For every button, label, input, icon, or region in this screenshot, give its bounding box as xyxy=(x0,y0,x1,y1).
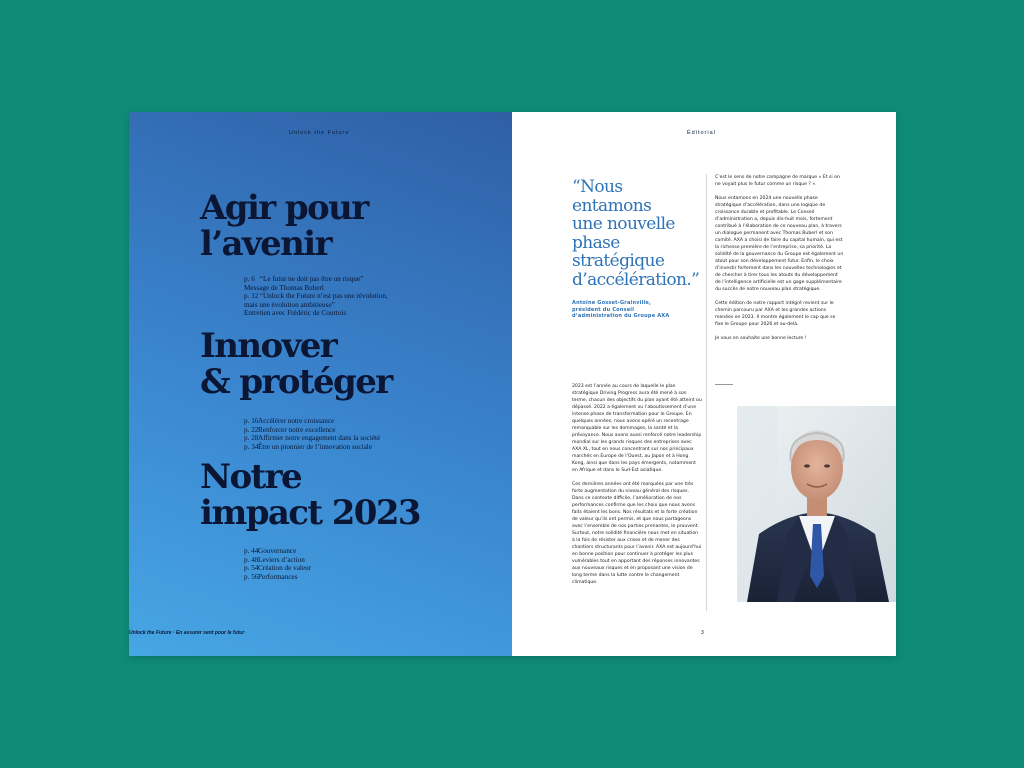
toc-note: Entretien avec Frédéric de Courtois xyxy=(244,309,347,318)
right-page xyxy=(512,112,896,656)
signature-rule xyxy=(715,384,733,385)
toc-note: Message de Thomas Buberl xyxy=(244,283,324,292)
toc-agir xyxy=(244,275,444,318)
page-number: 3 xyxy=(701,630,704,636)
quote-line: phase xyxy=(572,232,620,253)
title-line: Agir pour xyxy=(200,188,368,228)
toc-item[interactable]: p. 22Renforcer notre excellence xyxy=(244,425,336,434)
toc-item[interactable]: p. 34Être un pionnier de l’innovation sociale xyxy=(244,442,372,451)
portrait-illustration xyxy=(737,406,896,602)
quote-line: “Nous xyxy=(572,177,623,197)
paragraph: 2023 est l’année au cours de laquelle le plan stratégique Driving Progress aura été mené à son terme, chacun des objectifs du plan ayant été atteint ou dépassé. 2022 a également vu l’aboutissement d’une intense phase de transformation pour le Groupe. En quelques années, nous avons opéré un recentrage remarquable sur les dommages, la santé et la prévoyance. Nous avons aussi renforcé notre leadership mondial sur les grands risques des entreprises avec AXA XL, tout en nous concentrant sur nos principaux marchés en Europe de l’Ouest, au Japon et à Hong Kong, ainsi que dans les pays émergents, notamment en Afrique et dans le Sud-Est asiatique. xyxy=(572,384,702,473)
section-title-impact xyxy=(200,459,420,531)
toc-item[interactable]: p. 12 “Unlock the Future n’est pas une révolution, xyxy=(244,292,388,301)
magazine-spread xyxy=(129,112,896,656)
paragraph: Nous entamons en 2024 une nouvelle phase stratégique d’accélération, dans une logique de croissance durable et profitable. Le Conseil d’administration a, depuis dix-huit mois, fortement contribué à l’élaboration de ce nouveau plan, à travers un dialogue permanent avec Thomas Buberl et son comité. AXA a choisi de faire du capital humain, qui est la richesse première de l’entreprise, sa priorité. La solidité de la gouvernance du Groupe est également un atout pour son développement futur. Enfin, le choix d’investir fortement dans les nouvelles technologies et de chercher à tirer tous les atouts du développement de l’intelligence artificielle est un gage supplémentaire du succès de notre nouveau plan stratégique. xyxy=(715,196,844,292)
title-line: & protéger xyxy=(200,362,392,402)
quote-line: une nouvelle xyxy=(572,214,675,234)
attribution-line: Antoine Gosset-Grainville, xyxy=(572,300,652,306)
quote-line: d’accélération.” xyxy=(572,269,700,290)
paragraph: C’est le sens de notre campagne de marque « Et si on ne voyait plus le futur comme un risque ? ». xyxy=(715,175,840,187)
body-column-2 xyxy=(715,174,845,349)
right-running-head: Éditorial xyxy=(687,130,716,136)
body-column-1 xyxy=(572,383,702,593)
title-line: l’avenir xyxy=(200,224,331,264)
quote-line: entamons xyxy=(572,195,652,216)
toc-innover xyxy=(244,417,444,451)
quote-line: stratégique xyxy=(572,251,665,271)
left-page xyxy=(129,112,512,656)
section-title-agir xyxy=(200,190,368,262)
left-running-head: Unlock the Future xyxy=(289,130,350,136)
section-title-innover xyxy=(200,328,392,400)
title-line: Notre xyxy=(200,457,302,497)
attribution-line: président du Conseil xyxy=(572,306,635,313)
pull-quote xyxy=(572,178,707,289)
attribution-line: d’administration du Groupe AXA xyxy=(572,313,670,319)
toc-item[interactable]: p. 6 “Le futur ne doit pas être un risque” xyxy=(244,275,364,283)
paragraph: Je vous en souhaite une bonne lecture ! xyxy=(715,336,807,341)
toc-item[interactable]: p. 16Accélérer notre croissance xyxy=(244,417,335,425)
paragraph: Ces dernières années ont été marquées par une très forte augmentation du niveau général des risques. Dans ce contexte difficile, l’amélioration de nos performances confirme que les choix que nous avons faits étaient les bons. Nos résultats et la forte création de valeur qu’ils ont permis, et que nous partageons avec l’ensemble de nos parties prenantes, le prouvent. Surtout, notre solidité financière nous met en situation à la fois de résister aux crises et de mener des chantiers structurants pour l’avenir. AXA est aujourd’hui en bonne position pour continuer à protéger les plus vulnérables tout en apportant des réponses innovantes aux nouveaux risques et en proposant une vision de long terme dans la lutte contre le changement climatique. xyxy=(572,482,702,585)
toc-impact xyxy=(244,547,444,581)
toc-item[interactable]: p. 56Performances xyxy=(244,572,298,581)
toc-item[interactable]: p. 54Création de valeur xyxy=(244,564,312,573)
title-line: Innover xyxy=(200,326,337,366)
toc-item[interactable]: p. 44Gouvernance xyxy=(244,547,297,555)
quote-attribution xyxy=(572,300,712,320)
title-line: impact 2023 xyxy=(200,493,420,533)
portrait-photo xyxy=(737,406,896,602)
toc-item[interactable]: p. 48Leviers d’action xyxy=(244,555,305,564)
column-divider xyxy=(706,174,707,611)
toc-note: mais une évolution ambitieuse” xyxy=(244,300,335,309)
toc-item[interactable]: p. 28Affirmer notre engagement dans la société xyxy=(244,434,381,443)
left-footer: Unlock the Future · En assurer sent pour le futur xyxy=(129,630,245,636)
paragraph: Cette édition de notre rapport intégré revient sur le chemin parcouru par AXA et les grandes actions menées en 2023. Il montre également le cap que se fixe le Groupe pour 2026 et au-delà. xyxy=(715,301,836,327)
